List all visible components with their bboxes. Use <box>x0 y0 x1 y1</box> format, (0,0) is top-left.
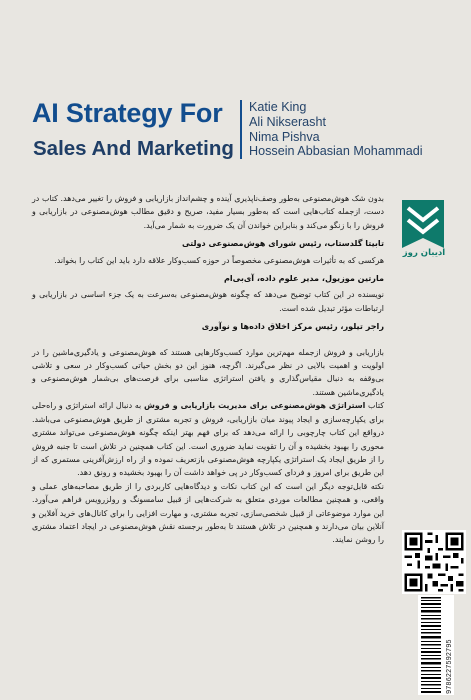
author-name: Katie King <box>249 100 307 114</box>
author-name: Hossein Abbasian Mohammadi <box>249 144 423 159</box>
paragraph-lead: کتاب <box>368 401 384 411</box>
book-title: AI Strategy For <box>32 98 223 128</box>
quote-text: نویسنده در این کتاب توضیح می‌دهد که چگونه هوش‌مصنوعی به‌سرعت به یک جزء اساسی در بازاریابی و ارتباطات مؤثر تبدیل شده است. <box>32 290 384 313</box>
cover-header <box>0 0 471 180</box>
quote-author: راجر تیلور، رئیس مرکز اخلاق داده‌ها و نوآوری <box>201 321 384 332</box>
publisher-name: ادیبان روز <box>402 248 446 258</box>
quote-author: تابیتا گلدستاب، رئیس شورای هوش‌مصنوعی دولتی <box>181 238 384 249</box>
intro-paragraph: بدون شک هوش‌مصنوعی به‌طور وصف‌ناپذیری آینده و چشم‌انداز بازاریابی و فروش را تغییر می‌دهد. کتاب در دست، ازجمله کتاب‌هایی است که به‌طور بسیار مفید، صریح و دقیق مطالب هوش‌مصنوعی در بازاریابی و فروش را با زنگو می‌کند و بنابراین خواندن آن یک ضرورت به شمار می‌آید. <box>32 194 384 230</box>
back-cover-text <box>32 192 384 547</box>
author-name: Nima Pishva <box>249 129 320 144</box>
quote-text: هرکسی که به تأثیرات هوش‌مصنوعی مخصوصاً در حوزه کسب‌وکار علاقه دارد باید این کتاب را بخواند. <box>54 255 384 265</box>
description-paragraph <box>32 399 384 479</box>
book-subtitle: Sales And Marketing <box>33 137 234 160</box>
quote-author: مارتین موزیول، مدیر علوم داده، آی‌بی‌ام <box>223 273 384 284</box>
author-list <box>240 100 423 159</box>
description-paragraph: نکته قابل‌توجه دیگر این است که این کتاب نکات و دیدگاه‌هایی کاربردی را از طریق مصاحبه‌های عملی و واقعی، و همچنین مطالعات موردی متعلق به شرکت‌هایی از قبیل سامسونگ و رولزرویس فراهم می‌آورد. این موارد موضوعاتی از قبیل شخصی‌سازی، تجربه مشتری، و مهارت افزایی را برای کانال‌های خرید آفلاین و آنلاین بیان می‌دارند و همچنین در تلاش هستند تا به‌طور برجسته نقش هوش‌مصنوعی در ایجاد اعتماد مشتری را روشن نمایند. <box>32 481 384 545</box>
qr-code-icon <box>402 530 466 594</box>
author-name: Ali Nikserasht <box>249 114 326 129</box>
publisher-logo-icon <box>398 198 448 254</box>
book-name-emphasis: استراتژی هوش‌مصنوعی برای مدیریت بازاریابی و فروش <box>143 401 366 411</box>
paragraph-rest: به دنبال ارائه استراتژی و راه‌حلی برای یکپارچه‌سازی و ایجاد پیوند میان بازاریابی، فروش و تجربه مشتری از طریق هوش‌مصنوعی می‌باشد. درواقع این کتاب چارچوبی را ارائه می‌دهد که برای فهم بهتر اینکه چگونه هوش‌مصنوعی می‌تواند مشتری محوری را بهبود بخشیده و آن را تقویت نماید ضروری است. این کتاب همچنین در تلاش است تا جنبه فروش را از طریق ایجاد یک استراتژی یکپارچه هوش‌مصنوعی بازتعریف نموده و از راه ارزش‌آفرینی مستمری که از این طریق برای امروز و فردای کسب‌وکار در پی خواهد داشت آن را بهبود بخشیده و رونق دهد. <box>32 401 384 478</box>
isbn-number: 9786227592795 <box>446 639 454 694</box>
description-paragraph: بازاریابی و فروش ازجمله مهم‌ترین موارد کسب‌وکارهایی هستند که هوش‌مصنوعی و یادگیری‌ماشین را در اولویت و اهمیت بالایی در نظر می‌گیرند. اگرچه، هنوز این دو بخش حیاتی کسب‌وکار در سعی و تلاشی بی‌وقفه به دنبال مقیاس‌گذاری و یافتن استراتژی مناسبی برای فرصت‌های بی‌شمار هوش‌مصنوعی و یادگیری‌ماشین هستند. <box>32 347 384 397</box>
